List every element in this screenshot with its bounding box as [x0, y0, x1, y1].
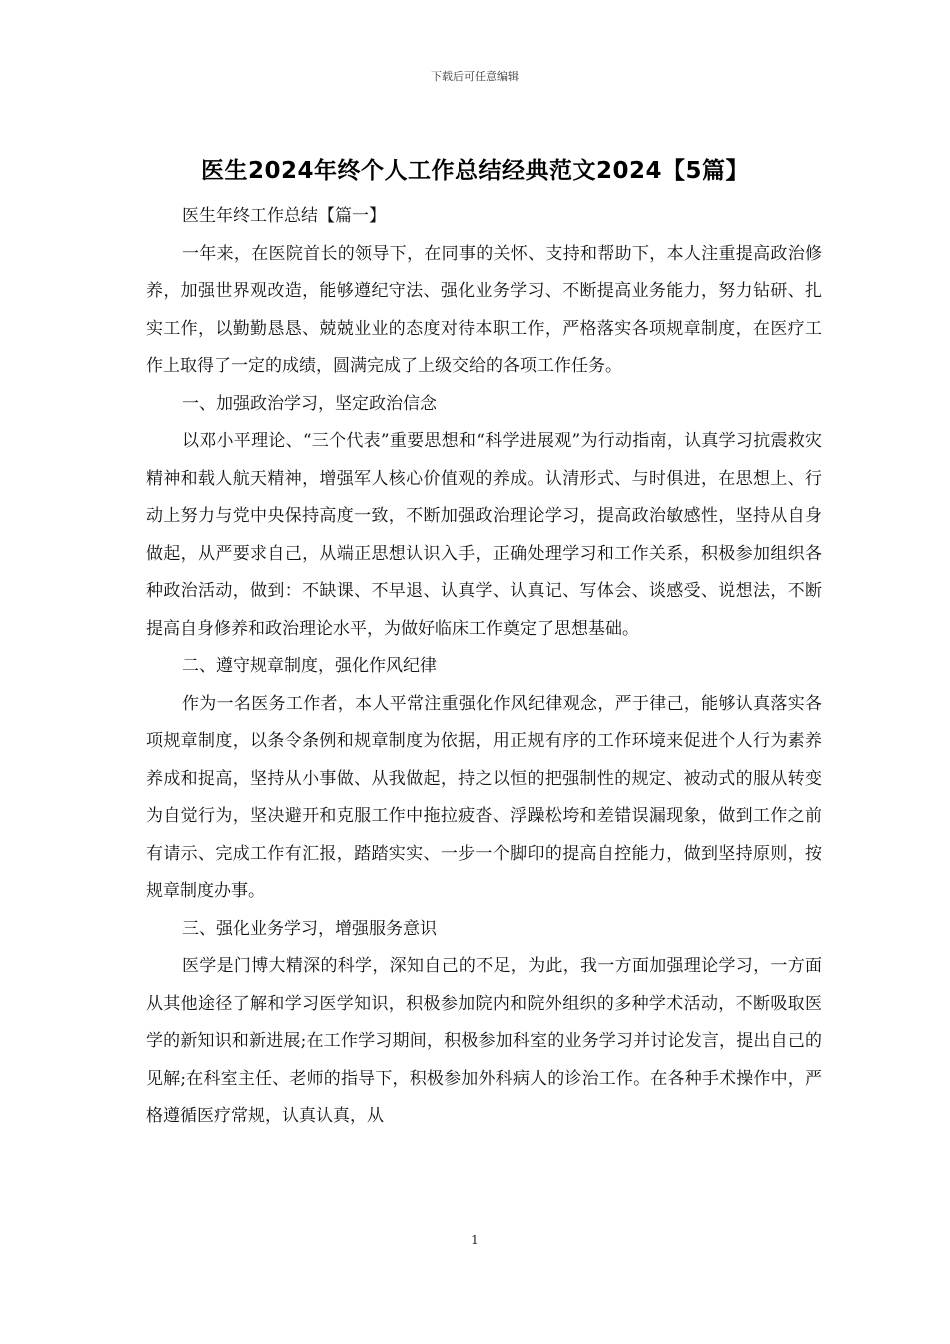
section-heading-study: 三、强化业务学习，增强服务意识	[182, 918, 437, 939]
page-number: 1	[471, 1233, 479, 1247]
politics-paragraph: 以邓小平理论、“三个代表”重要思想和“科学进展观”为行动指南，认真学习抗震救灾精神和载人航天精神，增强军人核心价值观的养成。认清形式、与时俱进，在思想上、行动上努力与党中央保持高度一致，不断加强政治理论学习，提高政治敏感性，坚持从自身做起，从严要求自己，从端正思想认识入手，正确处理学习和工作关系，积极参加组织各种政治活动，做到：不缺课、不早退、认真学、认真记、写体会、谈感受、说想法，不断提高自身修养和政治理论水平，为做好临床工作奠定了思想基础。	[146, 431, 822, 639]
intro-paragraph: 一年来，在医院首长的领导下，在同事的关怀、支持和帮助下，本人注重提高政治修养，加强世界观改造，能够遵纪守法、强化业务学习、不断提高业务能力，努力钻研、扎实工作，以勤勤恳恳、兢兢业业的态度对待本职工作，严格落实各项规章制度，在医疗工作上取得了一定的成绩，圆满完成了上级交给的各项工作任务。	[146, 243, 822, 376]
section-heading-part-one: 医生年终工作总结【篇一】	[182, 206, 386, 226]
document-body	[146, 198, 822, 1136]
section-heading-discipline: 二、遵守规章制度，强化作风纪律	[182, 656, 437, 676]
document-title: 医生2024年终个人工作总结经典范文2024【5篇】	[200, 158, 750, 184]
section-heading-politics: 一、加强政治学习，坚定政治信念	[182, 393, 437, 414]
study-paragraph: 医学是门博大精深的科学，深知自己的不足，为此，我一方面加强理论学习，一方面从其他途径了解和学习医学知识，积极参加院内和院外组织的多种学术活动，不断吸取医学的新知识和新进展;在工作学习期间，积极参加科室的业务学习并讨论发言，提出自己的见解;在科室主任、老师的指导下，积极参加外科病人的诊治工作。在各种手术操作中，严格遵循医疗常规，认真认真，从	[146, 956, 822, 1126]
discipline-paragraph: 作为一名医务工作者，本人平常注重强化作风纪律观念，严于律己，能够认真落实各项规章制度，以条令条例和规章制度为依据，用正规有序的工作环境来促进个人行为素养养成和捉高，坚持从小事做、从我做起，持之以恒的把强制性的规定、被动式的服从转变为自觉行为，坚决避开和克服工作中拖拉疲沓、浮躁松垮和差错误漏现象，做到工作之前有请示、完成工作有汇报，踏踏实实、一步一个脚印的提高自控能力，做到坚持原则，按规章制度办事。	[146, 693, 822, 901]
header-note: 下载后可任意编辑	[431, 70, 519, 83]
